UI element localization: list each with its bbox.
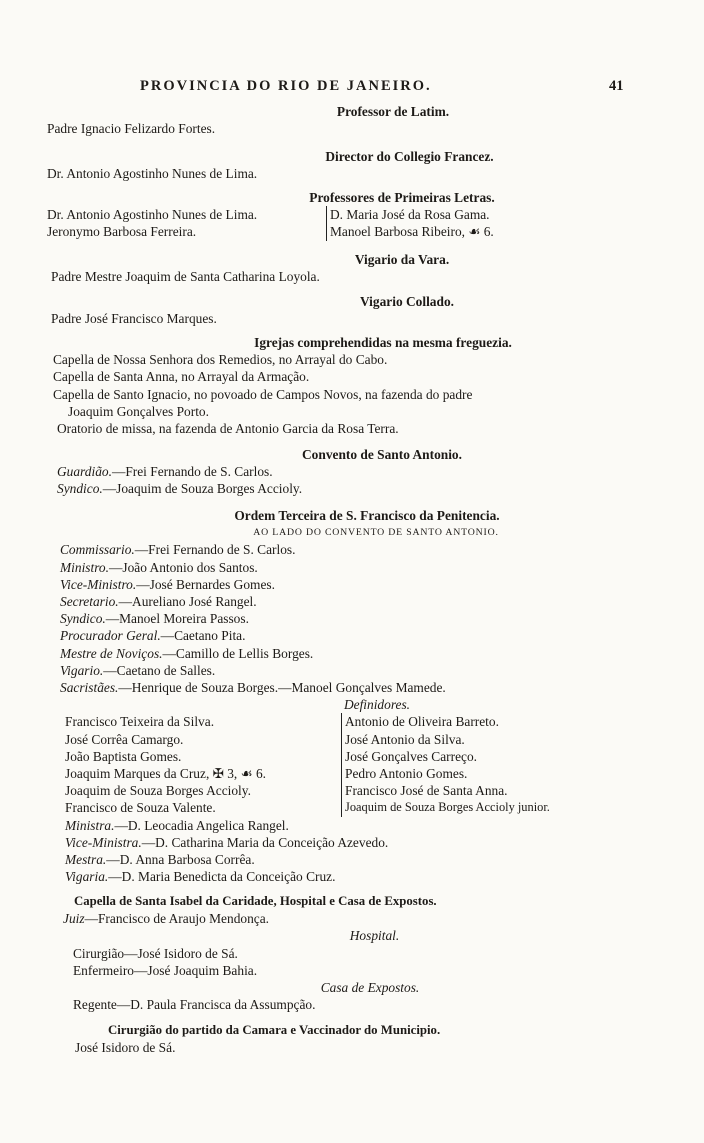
entry-role: Syndico. [60,611,106,627]
entry-role: Guardião. [57,464,112,480]
hospital-heading: Hospital. [349,928,400,944]
entry-line [65,868,704,885]
entry-line [65,834,704,851]
entry-role: Ministro. [60,559,109,575]
text-line: Joaquim Gonçalves Porto. [68,403,209,419]
text-line: Capella de Santo Ignacio, no povoado de Campos Novos, na fazenda do padre [53,386,473,402]
entry-role: Vice-Ministra. [65,834,142,850]
text-line: Dr. Antonio Agostinho Nunes de Lima. [47,166,258,182]
table-row [0,206,704,223]
expostos-heading: Casa de Expostos. [320,980,420,996]
section-cirurgiao-partido [0,1022,704,1056]
section-heading: Professores de Primeiras Letras. [309,190,495,205]
definidores-heading: Definidores. [343,697,411,713]
running-header [0,78,704,100]
entry-name: —Francisco de Araujo Mendonça. [84,911,270,927]
entry-role: Mestre de Noviços. [60,645,163,661]
entry-name: —D. Catharina Maria da Conceição Azevedo. [141,834,389,850]
cell-left: Joaquim de Souza Borges Accioly. [65,783,251,799]
cell-right: Joaquim de Souza Borges Accioly junior. [341,799,550,816]
entry-name: —Manoel Moreira Passos. [105,611,249,627]
entry-line [57,480,704,497]
cell-right: Francisco José de Santa Anna. [341,782,508,799]
cell-left: Francisco Teixeira da Silva. [65,714,215,730]
cell-left: João Baptista Gomes. [65,748,182,764]
entry-role: Mestra. [65,851,107,867]
entry-line [63,910,704,927]
section-vigario-vara [0,251,704,285]
entry-role: Vice-Ministro. [60,576,137,592]
cell-left: Jeronymo Barbosa Ferreira. [47,224,197,240]
entry-line [60,559,704,576]
entry-line [60,541,704,558]
cell-right: D. Maria José da Rosa Gama. [326,206,490,223]
section-ordem-terceira [0,507,704,885]
text-line: Padre José Francisco Marques. [51,311,217,327]
section-heading: Convento de Santo Antonio. [302,447,462,462]
text-line: Capella de Nossa Senhora dos Remedios, no Arrayal do Cabo. [53,352,388,368]
entry-line [57,463,704,480]
entry-line [60,610,704,627]
text-line: Padre Ignacio Felizardo Fortes. [47,121,216,137]
entry-name: —D. Maria Benedicta da Conceição Cruz. [108,869,336,885]
entry-name: —João Antonio dos Santos. [108,559,258,575]
entry-name: —Camillo de Lellis Borges. [162,645,314,661]
text-line: José Isidoro de Sá. [75,1040,176,1056]
cell-right: Pedro Antonio Gomes. [341,765,467,782]
table-row [0,782,704,799]
text-line: Capella de Santa Anna, no Arrayal da Armação. [53,369,310,385]
cell-left: Joaquim Marques da Cruz, ✠ 3, ☙ 6. [65,766,266,781]
text-line: Cirurgião—José Isidoro de Sá. [73,945,238,961]
entry-role: Commissario. [60,542,135,558]
entry-name: —D. Anna Barbosa Corrêa. [106,851,255,867]
section-heading: Vigario da Vara. [354,252,450,267]
section-latim [0,103,704,137]
table-row [0,799,704,816]
entry-role: Vigaria. [65,869,109,885]
entry-role: Procurador Geral. [60,628,161,644]
table-row [0,748,704,765]
section-primeiras-letras [0,189,704,241]
cell-left: Francisco de Souza Valente. [65,800,216,816]
entry-line [60,645,704,662]
cell-left: Dr. Antonio Agostinho Nunes de Lima. [47,207,258,223]
entry-line [65,817,704,834]
section-heading: Igrejas comprehendidas na mesma freguezia. [254,335,512,350]
table-row [0,731,704,748]
entry-name: —Aureliano José Rangel. [118,594,257,610]
table-row [0,713,704,730]
section-heading: Vigario Collado. [360,294,454,309]
cell-right: José Gonçalves Carreço. [341,748,477,765]
text-line: Oratorio de missa, na fazenda de Antonio Garcia da Rosa Terra. [57,421,399,437]
section-vigario-collado [0,293,704,327]
section-heading: Ordem Terceira de S. Francisco da Penitencia. [234,508,500,523]
entry-name: —Joaquim de Souza Borges Accioly. [102,481,303,497]
entry-line [60,576,704,593]
entry-role: Vigario. [60,662,104,678]
entry-name: —Caetano de Salles. [103,662,216,678]
text-line: Regente—D. Paula Francisca da Assumpção. [73,997,316,1013]
section-colegio [0,148,704,182]
section-convento [0,446,704,498]
cell-right: Antonio de Oliveira Barreto. [341,713,499,730]
section-subheading: AO LADO DO CONVENTO DE SANTO ANTONIO. [253,527,499,539]
entry-line [65,851,704,868]
entry-role: Juiz [63,911,85,927]
entry-name: —Frei Fernando de S. Carlos. [111,464,273,480]
section-heading: Director do Collegio Francez. [325,149,494,164]
entry-line [60,679,704,696]
section-heading: Professor de Latim. [336,104,450,119]
entry-role: Syndico. [57,481,103,497]
entry-role: Sacristães. [60,680,119,696]
section-igrejas [0,334,704,437]
page-number: 41 [609,78,624,94]
entry-role: Secretario. [60,594,119,610]
cell-left: José Corrêa Camargo. [65,731,184,747]
table-row [0,765,704,782]
entry-line [60,593,704,610]
entry-line [60,662,704,679]
entry-line [60,627,704,644]
entry-name: —José Bernardes Gomes. [136,576,275,592]
page-header-title: PROVINCIA DO RIO DE JANEIRO. [140,78,432,94]
section-heading: Capella de Santa Isabel da Caridade, Hospital e Casa de Expostos. [74,894,437,908]
entry-name: —Caetano Pita. [160,628,246,644]
cell-right: Manoel Barbosa Ribeiro, ☙ 6. [326,223,494,240]
entry-name: —Henrique de Souza Borges.—Manoel Gonçalves Mamede. [118,680,446,696]
cell-right: José Antonio da Silva. [341,731,465,748]
entry-name: —D. Leocadia Angelica Rangel. [114,817,289,833]
section-heading: Cirurgião do partido da Camara e Vaccinador do Municipio. [108,1023,441,1037]
entry-role: Ministra. [65,817,115,833]
text-line: Enfermeiro—José Joaquim Bahia. [73,962,258,978]
entry-name: —Frei Fernando de S. Carlos. [134,542,296,558]
table-row [0,223,704,240]
text-line: Padre Mestre Joaquim de Santa Catharina Loyola. [51,269,320,285]
section-capella-santa-isabel [0,893,704,1013]
